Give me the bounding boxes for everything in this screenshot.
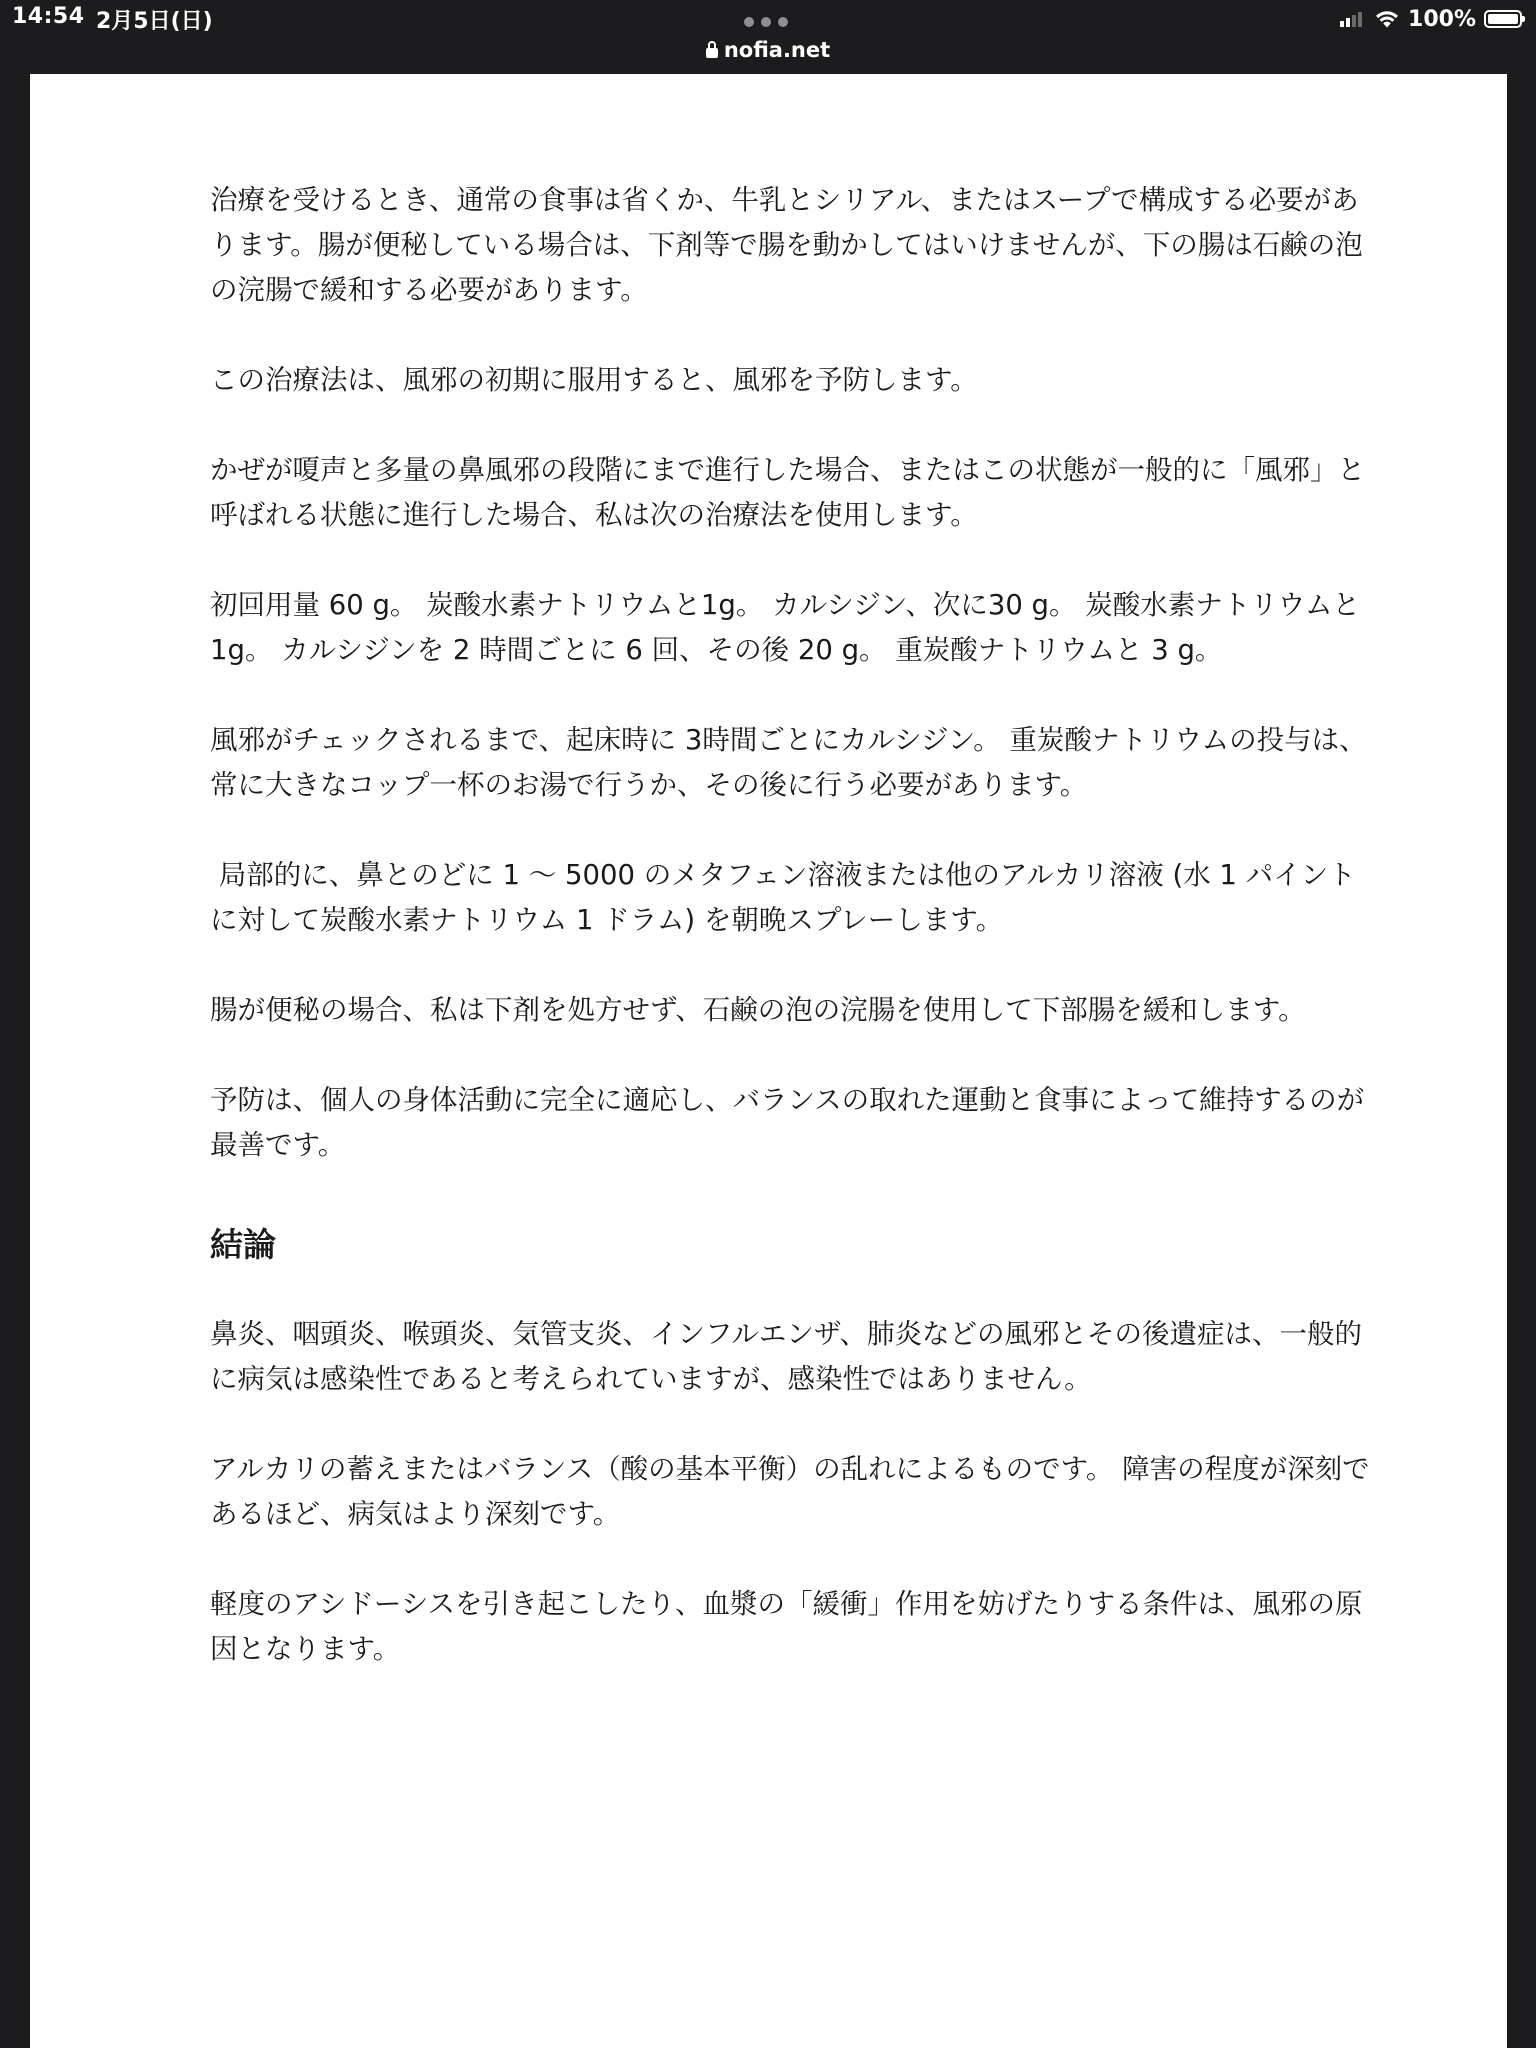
status-time: 14:54	[12, 4, 85, 29]
paragraph-calcidin: 風邪がチェックされるまで、起床時に 3時間ごとにカルシジン。 重炭酸ナトリウムの投与は、常に大きなコップ一杯のお湯で行うか、その後に行う必要があります。	[210, 724, 1367, 801]
paragraph-constipation: 腸が便秘の場合、私は下剤を処方せず、石鹸の泡の浣腸を使用して下部腸を緩和します。	[210, 994, 1306, 1026]
battery-percentage: 100%	[1408, 6, 1476, 32]
url-text: nofia.net	[723, 38, 831, 62]
more-dots-icon[interactable]	[744, 17, 788, 27]
paragraph-prevention: 予防は、個人の身体活動に完全に適応し、バランスの取れた運動と食事によって維持するのが最善です。	[210, 1084, 1365, 1161]
lock-icon	[706, 48, 718, 58]
cellular-signal-icon	[1340, 11, 1364, 27]
status-indicators	[1340, 4, 1522, 34]
address-bar[interactable]	[0, 34, 1536, 66]
paragraph-prevention-early: この治療法は、風邪の初期に服用すると、風邪を予防します。	[210, 364, 978, 396]
section-heading-conclusion: 結論	[210, 1225, 276, 1264]
paragraph-advanced-cold: かぜが嗄声と多量の鼻風邪の段階にまで進行した場合、またはこの状態が一般的に「風邪」と呼ばれる状態に進行した場合、私は次の治療法を使用します。	[210, 454, 1365, 531]
paragraph-conclusion-1: 鼻炎、咽頭炎、喉頭炎、気管支炎、インフルエンザ、肺炎などの風邪とその後遺症は、一般的に病気は感染性であると考えられていますが、感染性ではありません。	[210, 1318, 1362, 1395]
paragraph-dosage: 初回用量 60 g。 炭酸水素ナトリウムと1g。 カルシジン、次に30 g。 炭酸水素ナトリウムと 1g。 カルシジンを 2 時間ごとに 6 回、その後 20 g。 重炭酸ナトリウムと 3 g。	[210, 589, 1369, 666]
paragraph-treatment-diet: 治療を受けるとき、通常の食事は省くか、牛乳とシリアル、またはスープで構成する必要があります。腸が便秘している場合は、下剤等で腸を動かしてはいけませんが、下の腸は石鹸の泡の浣腸で緩和する必要があります。	[210, 184, 1363, 306]
paragraph-conclusion-2: アルカリの蓄えまたはバランス（酸の基本平衡）の乱れによるものです。 障害の程度が深刻であるほど、病気はより深刻です。	[210, 1453, 1370, 1530]
paragraph-spray: 局部的に、鼻とのどに 1 〜 5000 のメタフェン溶液または他のアルカリ溶液 (水 1 パイントに対して炭酸水素ナトリウム 1 ドラム) を朝晩スプレーします。	[210, 859, 1356, 936]
status-date: 2月5日(日)	[96, 9, 213, 34]
paragraph-conclusion-3: 軽度のアシドーシスを引き起こしたり、血漿の「緩衝」作用を妨げたりする条件は、風邪の原因となります。	[210, 1588, 1363, 1665]
status-bar	[0, 0, 1536, 38]
battery-icon	[1484, 10, 1522, 28]
article-body	[210, 178, 1370, 1717]
wifi-icon	[1374, 9, 1400, 29]
web-page[interactable]	[30, 74, 1507, 2048]
